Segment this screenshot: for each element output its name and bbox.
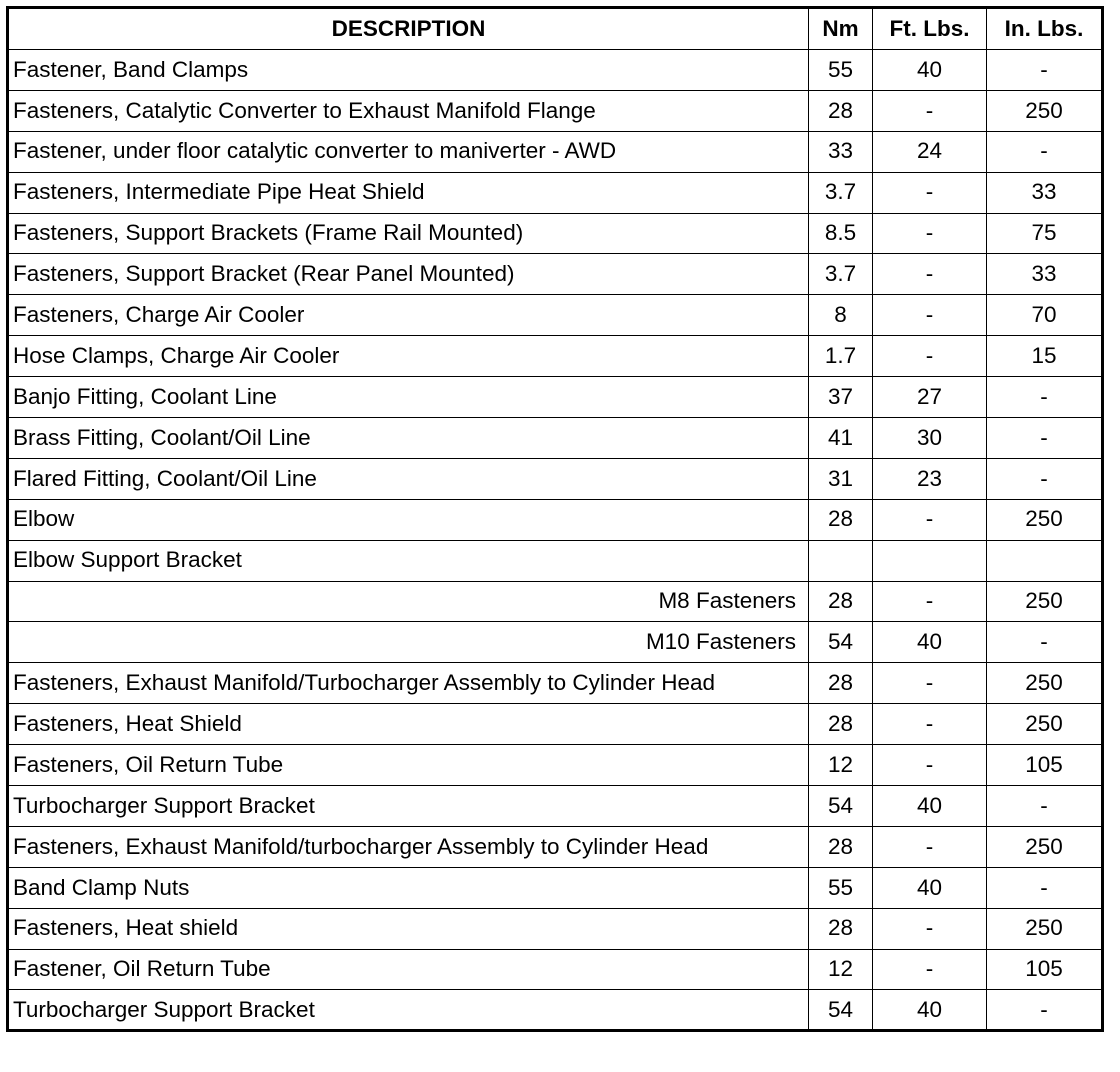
cell-in-lbs: 15 (987, 336, 1103, 377)
cell-nm: 8.5 (809, 213, 873, 254)
cell-description: Fasteners, Exhaust Manifold/Turbocharger Assembly to Cylinder Head (8, 663, 809, 704)
table-row (8, 867, 1103, 908)
cell-ft-lbs: - (873, 745, 987, 786)
cell-description: Fasteners, Oil Return Tube (8, 745, 809, 786)
cell-in-lbs: - (987, 131, 1103, 172)
table-row (8, 826, 1103, 867)
cell-nm: 28 (809, 826, 873, 867)
cell-ft-lbs: - (873, 499, 987, 540)
table-row (8, 295, 1103, 336)
cell-nm: 12 (809, 949, 873, 990)
cell-in-lbs: 105 (987, 949, 1103, 990)
table-row (8, 131, 1103, 172)
cell-in-lbs: 250 (987, 499, 1103, 540)
cell-ft-lbs: 40 (873, 990, 987, 1031)
cell-in-lbs: 75 (987, 213, 1103, 254)
cell-ft-lbs: - (873, 663, 987, 704)
cell-nm: 28 (809, 581, 873, 622)
cell-in-lbs (987, 540, 1103, 581)
table-row (8, 786, 1103, 827)
cell-nm: 3.7 (809, 254, 873, 295)
cell-nm: 28 (809, 908, 873, 949)
cell-ft-lbs: - (873, 908, 987, 949)
cell-in-lbs: 250 (987, 704, 1103, 745)
cell-in-lbs: - (987, 867, 1103, 908)
cell-ft-lbs: 40 (873, 622, 987, 663)
header-ft-lbs: Ft. Lbs. (873, 8, 987, 50)
cell-in-lbs: - (987, 622, 1103, 663)
cell-nm: 3.7 (809, 172, 873, 213)
cell-nm: 37 (809, 377, 873, 418)
table-row (8, 499, 1103, 540)
cell-description: Fasteners, Catalytic Converter to Exhaust Manifold Flange (8, 90, 809, 131)
cell-description: Fasteners, Heat Shield (8, 704, 809, 745)
cell-in-lbs: 33 (987, 172, 1103, 213)
cell-description: Turbocharger Support Bracket (8, 786, 809, 827)
cell-description: Fastener, Band Clamps (8, 50, 809, 91)
cell-ft-lbs: 40 (873, 786, 987, 827)
cell-ft-lbs: 24 (873, 131, 987, 172)
cell-description: Fasteners, Exhaust Manifold/turbocharger Assembly to Cylinder Head (8, 826, 809, 867)
cell-nm: 12 (809, 745, 873, 786)
cell-in-lbs: - (987, 418, 1103, 459)
cell-ft-lbs: - (873, 90, 987, 131)
table-row (8, 908, 1103, 949)
cell-nm: 28 (809, 499, 873, 540)
cell-in-lbs: 105 (987, 745, 1103, 786)
cell-nm (809, 540, 873, 581)
cell-nm: 55 (809, 867, 873, 908)
cell-ft-lbs: 40 (873, 867, 987, 908)
cell-ft-lbs: 23 (873, 458, 987, 499)
cell-nm: 1.7 (809, 336, 873, 377)
cell-nm: 28 (809, 704, 873, 745)
table-row (8, 622, 1103, 663)
cell-description: Fastener, under floor catalytic converter to maniverter - AWD (8, 131, 809, 172)
cell-description: Banjo Fitting, Coolant Line (8, 377, 809, 418)
cell-ft-lbs: - (873, 826, 987, 867)
torque-specification-table (6, 6, 1104, 1032)
table-header (8, 8, 1103, 50)
cell-ft-lbs: - (873, 704, 987, 745)
cell-description: Fasteners, Support Bracket (Rear Panel Mounted) (8, 254, 809, 295)
cell-ft-lbs: - (873, 336, 987, 377)
cell-in-lbs: - (987, 990, 1103, 1031)
cell-description: Elbow (8, 499, 809, 540)
cell-ft-lbs: 30 (873, 418, 987, 459)
cell-nm: 54 (809, 990, 873, 1031)
cell-description: Fastener, Oil Return Tube (8, 949, 809, 990)
cell-description: Elbow Support Bracket (8, 540, 809, 581)
cell-ft-lbs: 40 (873, 50, 987, 91)
table-row (8, 254, 1103, 295)
table-row (8, 172, 1103, 213)
cell-ft-lbs (873, 540, 987, 581)
cell-description: Fasteners, Intermediate Pipe Heat Shield (8, 172, 809, 213)
cell-in-lbs: 33 (987, 254, 1103, 295)
cell-nm: 41 (809, 418, 873, 459)
cell-ft-lbs: - (873, 213, 987, 254)
cell-description: Hose Clamps, Charge Air Cooler (8, 336, 809, 377)
table-row (8, 581, 1103, 622)
cell-ft-lbs: - (873, 949, 987, 990)
cell-in-lbs: 250 (987, 663, 1103, 704)
cell-description: Band Clamp Nuts (8, 867, 809, 908)
table-row (8, 704, 1103, 745)
cell-in-lbs: - (987, 377, 1103, 418)
table-row (8, 458, 1103, 499)
table-row (8, 336, 1103, 377)
cell-description: Turbocharger Support Bracket (8, 990, 809, 1031)
cell-in-lbs: 70 (987, 295, 1103, 336)
table-row (8, 540, 1103, 581)
cell-description: Fasteners, Heat shield (8, 908, 809, 949)
header-nm: Nm (809, 8, 873, 50)
table-row (8, 418, 1103, 459)
cell-description: Flared Fitting, Coolant/Oil Line (8, 458, 809, 499)
cell-nm: 55 (809, 50, 873, 91)
header-in-lbs: In. Lbs. (987, 8, 1103, 50)
cell-nm: 28 (809, 663, 873, 704)
cell-description: M10 Fasteners (8, 622, 809, 663)
header-row (8, 8, 1103, 50)
cell-in-lbs: - (987, 458, 1103, 499)
cell-in-lbs: - (987, 786, 1103, 827)
table-row (8, 745, 1103, 786)
cell-in-lbs: 250 (987, 908, 1103, 949)
table-body (8, 50, 1103, 1031)
cell-ft-lbs: 27 (873, 377, 987, 418)
cell-nm: 54 (809, 786, 873, 827)
cell-nm: 33 (809, 131, 873, 172)
cell-description: M8 Fasteners (8, 581, 809, 622)
cell-in-lbs: 250 (987, 90, 1103, 131)
cell-description: Fasteners, Charge Air Cooler (8, 295, 809, 336)
table-row (8, 949, 1103, 990)
header-description: DESCRIPTION (8, 8, 809, 50)
cell-ft-lbs: - (873, 581, 987, 622)
table-row (8, 50, 1103, 91)
cell-nm: 31 (809, 458, 873, 499)
cell-ft-lbs: - (873, 295, 987, 336)
cell-in-lbs: 250 (987, 581, 1103, 622)
table-row (8, 990, 1103, 1031)
cell-in-lbs: 250 (987, 826, 1103, 867)
table-row (8, 663, 1103, 704)
cell-nm: 54 (809, 622, 873, 663)
cell-ft-lbs: - (873, 172, 987, 213)
cell-description: Brass Fitting, Coolant/Oil Line (8, 418, 809, 459)
table-row (8, 90, 1103, 131)
table-row (8, 213, 1103, 254)
cell-in-lbs: - (987, 50, 1103, 91)
cell-nm: 8 (809, 295, 873, 336)
cell-ft-lbs: - (873, 254, 987, 295)
cell-description: Fasteners, Support Brackets (Frame Rail Mounted) (8, 213, 809, 254)
table-row (8, 377, 1103, 418)
cell-nm: 28 (809, 90, 873, 131)
